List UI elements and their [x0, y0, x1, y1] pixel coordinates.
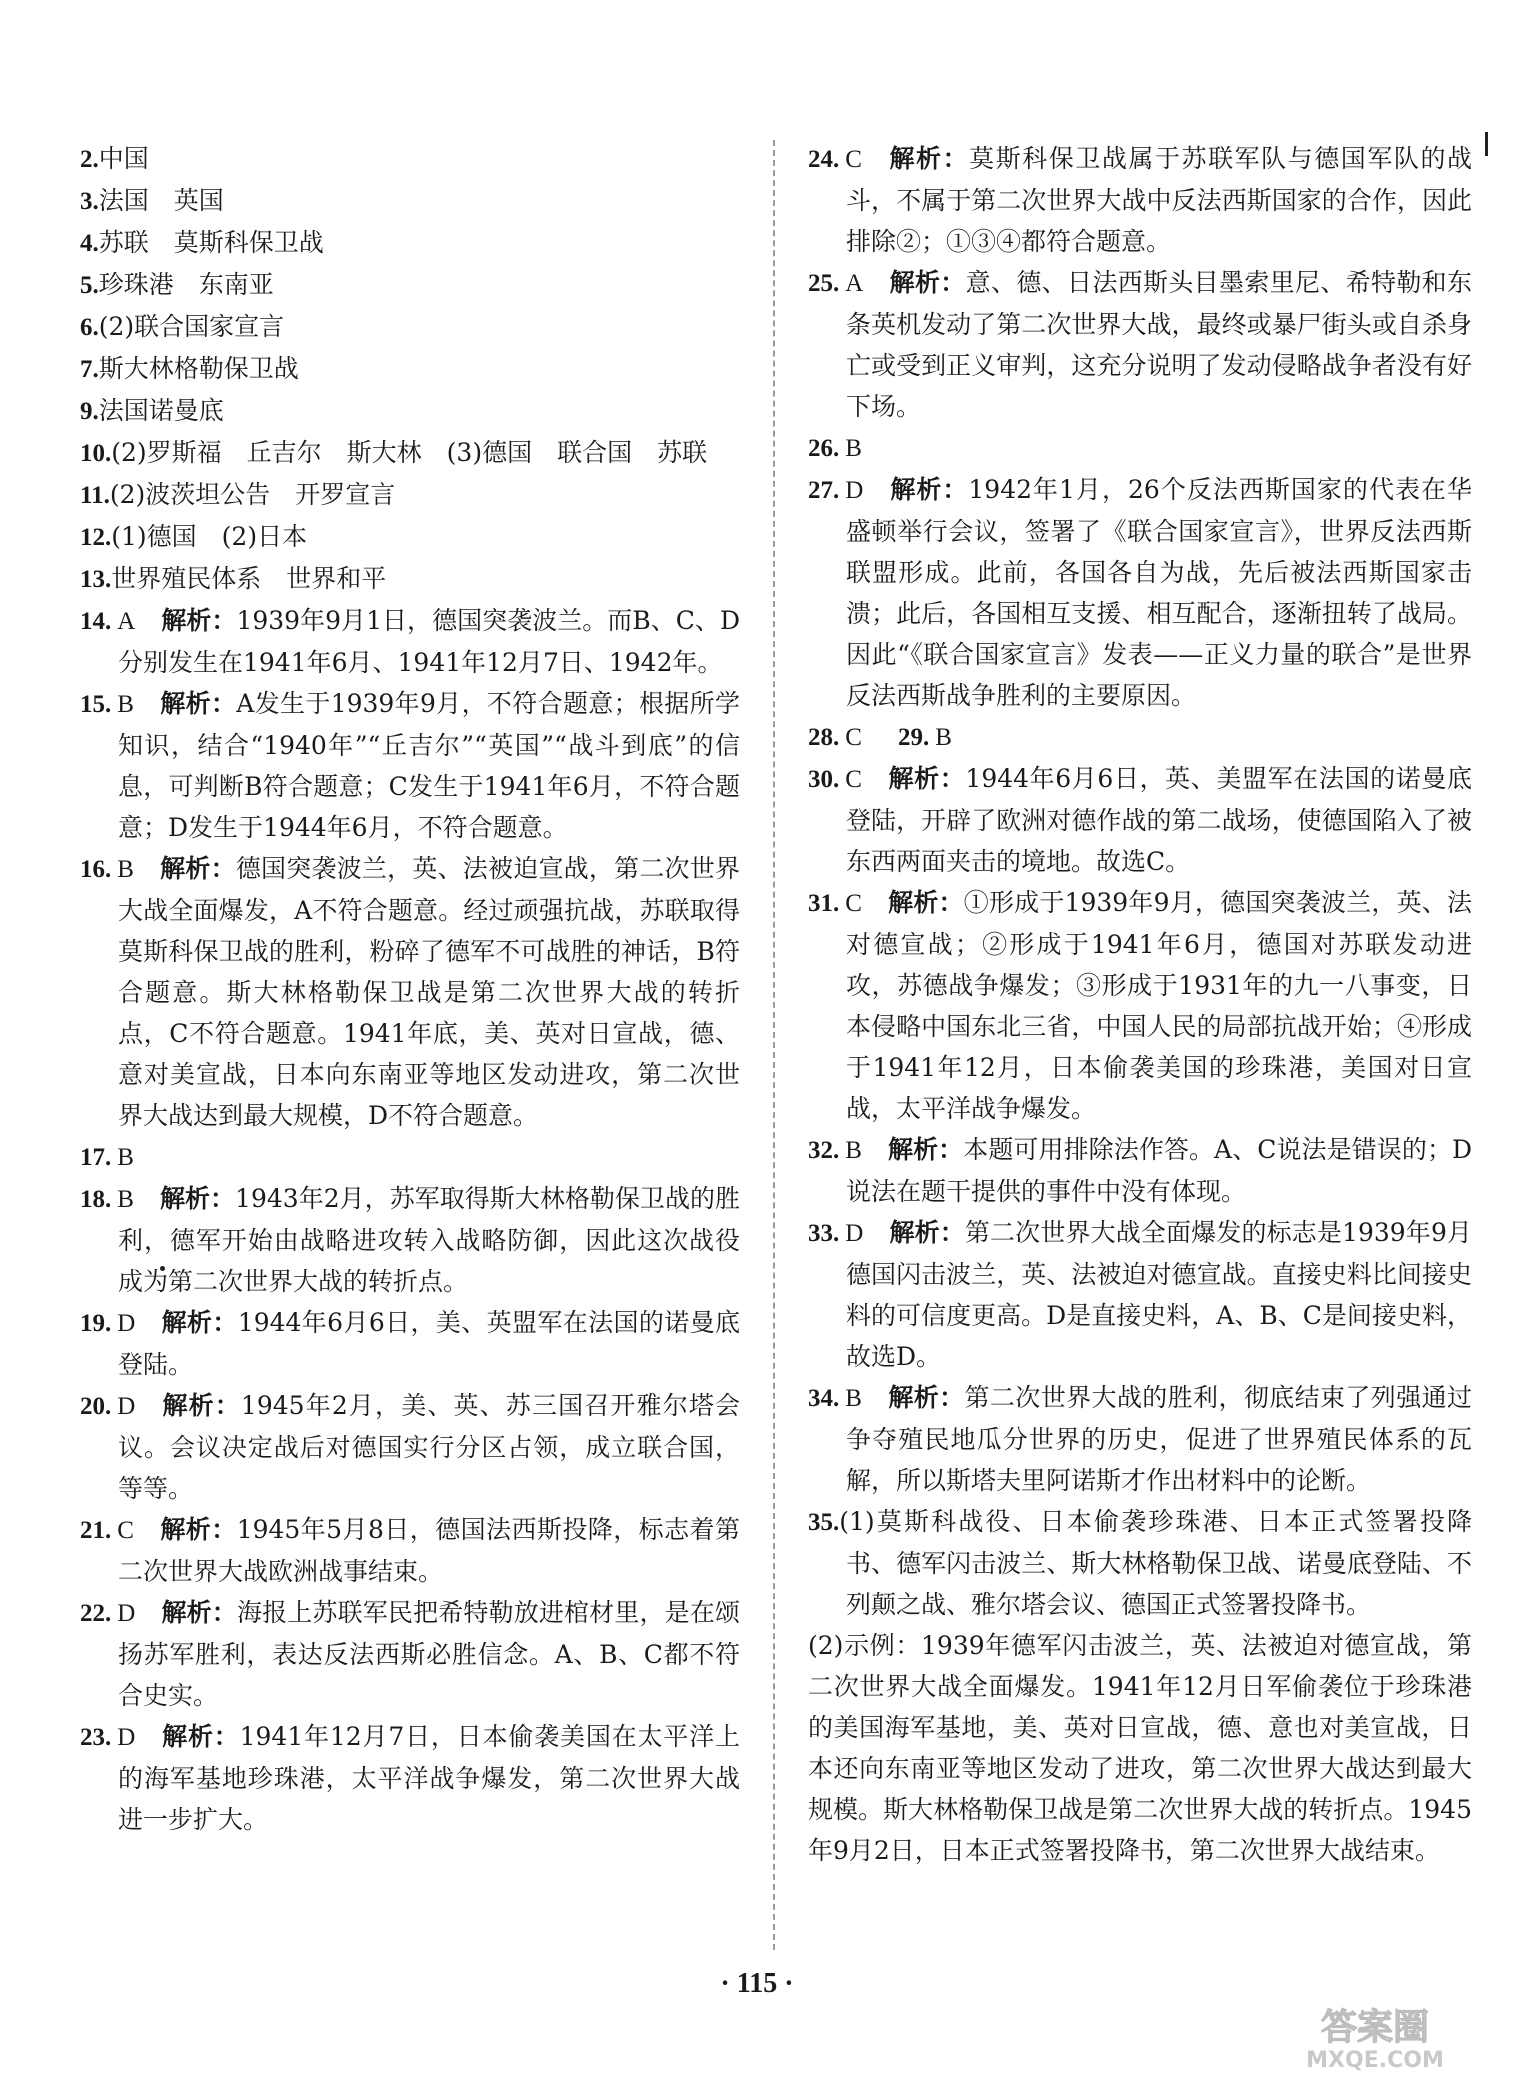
answer-entry [80, 1509, 740, 1592]
question-number: 32. [808, 1137, 840, 1164]
answer-choice: D [117, 1393, 136, 1420]
question-number: 12. [80, 524, 112, 551]
question-number: 22. [80, 1600, 112, 1627]
question-number: 20. [80, 1393, 112, 1420]
answer-entry [808, 716, 1472, 758]
question-number: 15. [80, 691, 112, 718]
entry-text: (2)波茨坦公告 开罗宣言 [109, 480, 396, 509]
watermark-logo [1250, 1997, 1500, 2073]
entry-text: (2)联合国家宣言 [98, 312, 285, 341]
explanation-label: 解析： [887, 144, 970, 173]
entry-text: 莫斯科保卫战属于苏联军队与德国军队的战斗，不属于第二次世界大战中反法西斯国家的合作，因此排除②；①③④都符合题意。 [846, 144, 1472, 256]
answer-choice: B [117, 856, 134, 883]
entry-text: 1942年1月，26个反法西斯国家的代表在华盛顿举行会议，签署了《联合国家宣言》，世界反法西斯联盟形成。此前，各国各自为战，先后被法西斯国家击溃；此后，各国相互支援、相互配合，逐渐扭转了战局。因此“《联合国家宣言》发表——正义力量的联合”是世界反法西斯战争胜利的主要原因。 [846, 475, 1472, 710]
explanation-label: 解析： [161, 1391, 241, 1420]
question-number: 14. [80, 608, 112, 635]
entry-text: 1944年6月6日，英、美盟军在法国的诺曼底登陆，开辟了欧洲对德作战的第二战场，使德国陷入了被东西两面夹击的境地。故选C。 [846, 764, 1472, 876]
answer-choice: B [845, 435, 862, 462]
answer-entry [808, 1501, 1472, 1625]
question-number: 10. [80, 440, 112, 467]
question-number: 30. [808, 766, 840, 793]
question-number: 29. [897, 724, 930, 751]
answer-entry [808, 427, 1472, 469]
entry-text: 第二次世界大战的胜利，彻底结束了列强通过争夺殖民地瓜分世界的历史，促进了世界殖民体系的瓦解，所以斯塔夫里阿诺斯才作出材料中的论断。 [846, 1383, 1472, 1495]
explanation-label: 解析： [889, 475, 969, 504]
question-number: 7. [80, 356, 99, 383]
explanation-label: 解析： [161, 1308, 238, 1337]
entry-text: 意、德、日法西斯头目墨索里尼、希特勒和东条英机发动了第二次世界大战，最终或暴尸街头或自杀身亡或受到正义审判，这充分说明了发动侵略战争者没有好下场。 [846, 268, 1472, 421]
entry-text: 斯大林格勒保卫战 [98, 354, 299, 383]
question-number: 6. [80, 314, 99, 341]
explanation-label: 解析： [887, 764, 966, 793]
explanation-label: 解析： [889, 1218, 965, 1247]
answer-entry [808, 138, 1472, 262]
entry-text: 1941年12月7日，日本偷袭美国在太平洋上的海军基地珍珠港，太平洋战争爆发，第二次世界大战进一步扩大。 [118, 1722, 740, 1834]
entry-text: 世界殖民体系 世界和平 [111, 564, 387, 593]
answer-entry [80, 1136, 740, 1178]
answer-choice: D [845, 1220, 864, 1247]
answer-entry [80, 180, 740, 222]
entry-text: ①形成于1939年9月，德国突袭波兰，英、法对德宣战；②形成于1941年6月，德国对苏联发动进攻，苏德战争爆发；③形成于1931年的九一八事变，日本侵略中国东北三省，中国人民的局部抗战开始；④形成于1941年12月，日本偷袭美国的珍珠港，美国对日宣战，太平洋战争爆发。 [846, 888, 1472, 1123]
entry-text: 1944年6月6日，美、英盟军在法国的诺曼底登陆。 [118, 1308, 740, 1379]
question-number: 4. [80, 230, 99, 257]
explanation-label: 解析： [161, 1598, 237, 1627]
entry-text: 第二次世界大战全面爆发的标志是1939年9月德国闪击波兰，英、法被迫对德宣战。直接史料比间接史料的可信度更高。D是直接史料，A、B、C是间接史料，故选D。 [846, 1218, 1472, 1371]
explanation-label: 解析： [887, 1135, 964, 1164]
question-number: 11. [80, 482, 110, 509]
entry-text: 苏联 莫斯科保卫战 [98, 228, 324, 257]
q35-part2-text: (2)示例：1939年德军闪击波兰，英、法被迫对德宣战，第二次世界大战全面爆发。1941年12月日军偷袭位于珍珠港的美国海军基地，美、英对日宣战，德、意也对美宣战，日本还向东南亚等地区发动了进攻，第二次世界大战达到最大规模。斯大林格勒保卫战是第二次世界大战的转折点。1945年9月2日，日本正式签署投降书，第二次世界大战结束。 [808, 1631, 1472, 1865]
answer-entry [80, 138, 740, 180]
explanation-label: 解析： [159, 689, 237, 718]
answer-entry [808, 758, 1472, 882]
answer-entry [80, 1592, 740, 1716]
answer-choice: A [845, 270, 864, 297]
answer-choice: C [117, 1517, 134, 1544]
question-number: 3. [80, 188, 99, 215]
answer-entry [808, 1377, 1472, 1501]
question-number: 17. [80, 1144, 112, 1171]
answer-choice: D [117, 1310, 136, 1337]
explanation-label: 解析： [887, 888, 964, 917]
answer-entry [80, 683, 740, 848]
answer-entry [80, 600, 740, 683]
question-number: 5. [80, 272, 99, 299]
page-number: · 115 · [720, 1968, 794, 1999]
answer-choice: B [117, 1186, 134, 1213]
entry-text: 1939年9月1日，德国突袭波兰。而B、C、D分别发生在1941年6月、1941年12月7日、1942年。 [118, 606, 740, 677]
explanation-label: 解析： [161, 1722, 240, 1751]
entry-text: 海报上苏联军民把希特勒放进棺材里，是在颂扬苏军胜利，表达反法西斯必胜信念。A、B、C都不符合史实。 [118, 1598, 740, 1710]
answer-entry [80, 558, 740, 600]
entry-text: (2)罗斯福 丘吉尔 斯大林 (3)德国 联合国 苏联 [111, 438, 708, 467]
question-number: 34. [808, 1385, 840, 1412]
explanation-label: 解析： [159, 1515, 237, 1544]
explanation-label: 解析： [159, 854, 236, 883]
entry-text: 中国 [98, 144, 149, 173]
question-number: 23. [80, 1724, 112, 1751]
answer-entry [808, 262, 1472, 427]
right-column [808, 138, 1472, 1871]
explanation-label: 解析： [159, 1184, 236, 1213]
question-number: 25. [808, 270, 840, 297]
answer-entry [80, 264, 740, 306]
question-number: 35. [808, 1509, 840, 1536]
answer-entry [80, 348, 740, 390]
answer-choice: D [845, 477, 864, 504]
answer-choice: C [845, 724, 862, 751]
answer-entry [80, 1716, 740, 1840]
answer-entry [80, 848, 740, 1136]
answer-entry [80, 1302, 740, 1385]
question-number: 31. [808, 890, 840, 917]
answer-choice: D [117, 1724, 136, 1751]
question-number: 27. [808, 477, 840, 504]
explanation-label: 解析： [889, 268, 966, 297]
answer-choice: C [845, 146, 862, 173]
watermark-logo-text: 答案圈 [1320, 2007, 1430, 2048]
question-number: 24. [808, 146, 840, 173]
question-number: 28. [808, 724, 840, 751]
answer-entry [808, 882, 1472, 1129]
explanation-label: 解析： [161, 606, 237, 635]
entry-text: 法国诺曼底 [98, 396, 224, 425]
answer-entry [80, 432, 740, 474]
entry-text: (1)莫斯科战役、日本偷袭珍珠港、日本正式签署投降书、德军闪击波兰、斯大林格勒保卫战、诺曼底登陆、不列颠之战、雅尔塔会议、德国正式签署投降书。 [839, 1507, 1472, 1619]
entry-text: 1943年2月，苏军取得斯大林格勒保卫战的胜利，德军开始由战略进攻转入战略防御，因此这次战役成为第二次世界大战的转折点。 [118, 1184, 740, 1296]
answer-choice: B [845, 1385, 862, 1412]
answer-choice: B [845, 1137, 862, 1164]
answer-entry [80, 516, 740, 558]
entry-text: 珍珠港 东南亚 [98, 270, 274, 299]
entry-text: (1)德国 (2)日本 [111, 522, 308, 551]
answer-entry [80, 390, 740, 432]
answer-choice: C [845, 890, 862, 917]
question-number: 2. [80, 146, 99, 173]
question-number: 33. [808, 1220, 840, 1247]
question-number: 26. [808, 435, 840, 462]
left-column [80, 138, 740, 1840]
question-number: 9. [80, 398, 99, 425]
entry-text: A发生于1939年9月，不符合题意；根据所学知识，结合“1940年”“丘吉尔”“英国”“战斗到底”的信息，可判断B符合题意；C发生于1941年6月，不符合题意；D发生于1944年6月，不符合题意。 [118, 689, 740, 842]
question-number: 13. [80, 566, 112, 593]
entry-text: 本题可用排除法作答。A、C说法是错误的；D说法在题干提供的事件中没有体现。 [846, 1135, 1472, 1206]
entry-text: 法国 英国 [98, 186, 224, 215]
answer-choice: B [117, 691, 134, 718]
watermark-url: MXQE.COM [1306, 2048, 1444, 2073]
explanation-label: 解析： [887, 1383, 965, 1412]
answer-choice: A [117, 608, 136, 635]
answer-choice: D [117, 1600, 136, 1627]
question-number: 21. [80, 1517, 112, 1544]
answer-choice: B [117, 1144, 134, 1171]
answer-entry [80, 474, 740, 516]
column-divider [773, 140, 775, 1950]
answer-entry [80, 1385, 740, 1509]
answer-entry [80, 222, 740, 264]
answer-entry [808, 1129, 1472, 1212]
answer-entry [80, 306, 740, 348]
entry-text: 德国突袭波兰，英、法被迫宣战，第二次世界大战全面爆发，A不符合题意。经过顽强抗战，苏联取得莫斯科保卫战的胜利，粉碎了德军不可战胜的神话，B符合题意。斯大林格勒保卫战是第二次世界大战的转折点，C不符合题意。1941年底，美、英对日宣战，德、意对美宣战，日本向东南亚等地区发动进攻，第二次世界大战达到最大规模，D不符合题意。 [118, 854, 740, 1130]
edge-mark [1485, 132, 1488, 156]
entry-text: 1945年2月，美、英、苏三国召开雅尔塔会议。会议决定战后对德国实行分区占领，成立联合国，等等。 [118, 1391, 740, 1503]
answer-entry [808, 1212, 1472, 1377]
answer-choice: C [845, 766, 862, 793]
answer-choice: B [935, 724, 952, 751]
answer-entry [808, 469, 1472, 716]
question-number: 16. [80, 856, 112, 883]
answer-entry [80, 1178, 740, 1302]
question-number: 19. [80, 1310, 112, 1337]
entry-text: 1945年5月8日，德国法西斯投降，标志着第二次世界大战欧洲战事结束。 [118, 1515, 740, 1586]
question-number: 18. [80, 1186, 112, 1213]
